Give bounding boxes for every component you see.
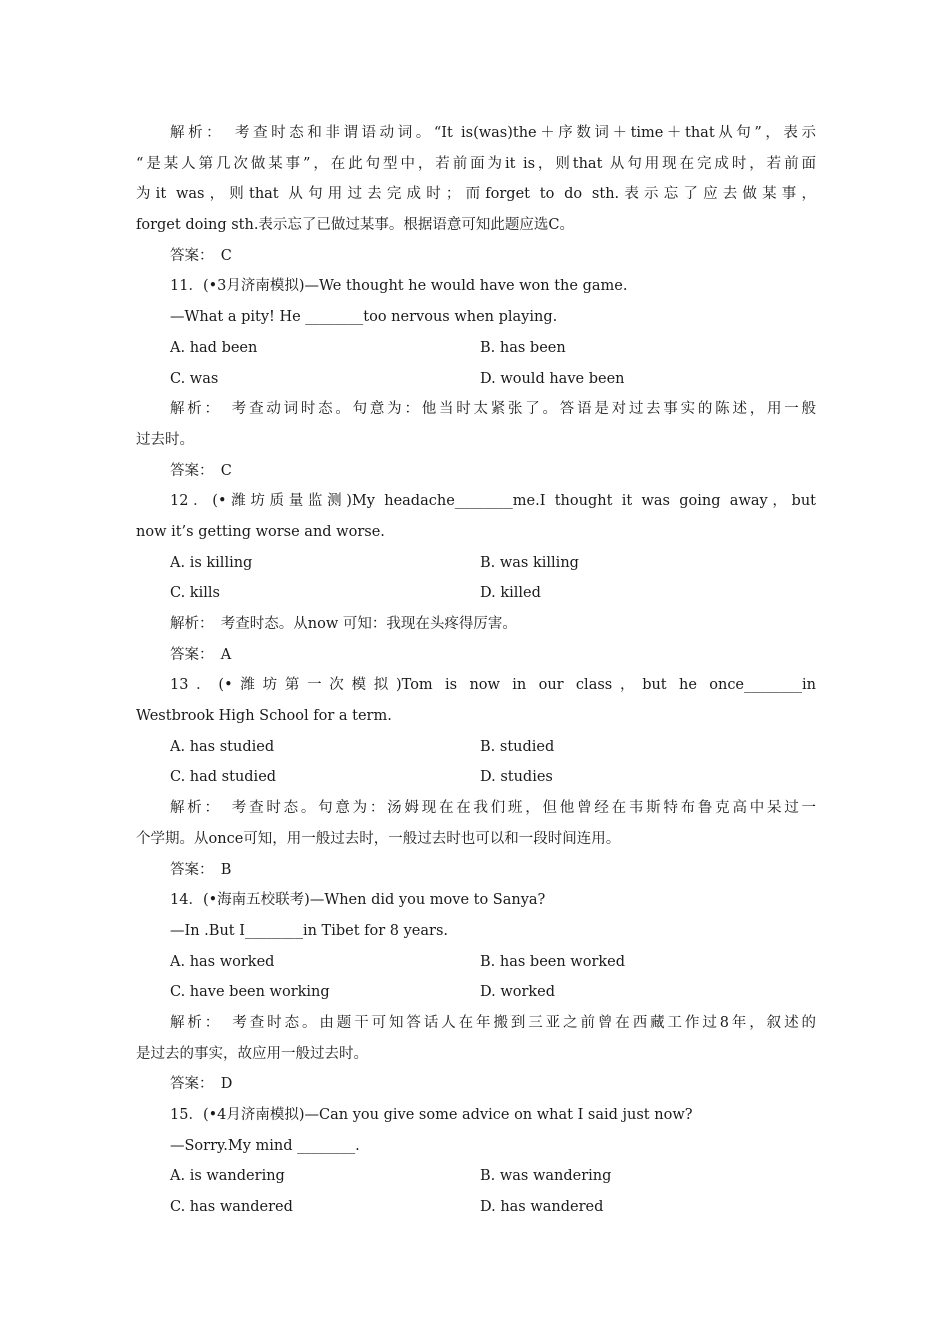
- q13-analysis-line-1: 解析： 考查时态。句意为：汤姆现在在我们班，但他曾经在韦斯特布鲁克高中呆过一: [170, 800, 816, 817]
- document-page: [136, 118, 816, 1223]
- q11-stem-line-2: —What a pity! He ________too nervous when playing.: [170, 309, 558, 326]
- q10-analysis-line-4: forget doing sth.表示忘了已做过某事。根据语意可知此题应选C。: [136, 217, 575, 234]
- q12-options-row-1: [136, 548, 816, 579]
- q15-options-row-1: [136, 1161, 816, 1192]
- q13-option-a: A. has studied: [170, 738, 275, 755]
- q11-options-row-1: [136, 333, 816, 364]
- q12-option-b: B. was killing: [480, 554, 579, 571]
- q11-option-c: C. was: [170, 370, 219, 387]
- q15-option-b: B. was wandering: [480, 1168, 612, 1185]
- q13-option-c: C. had studied: [170, 769, 277, 786]
- q13-stem-line-1: 13．(•潍坊第一次模拟)Tom is now in our class，but he once________in: [170, 677, 816, 694]
- q14-option-b: B. has been worked: [480, 953, 626, 970]
- q11-answer: 答案： C: [170, 462, 232, 479]
- q14-option-a: A. has worked: [170, 953, 275, 970]
- q11-analysis-line-2: 过去时。: [136, 431, 194, 448]
- q13-options-row-1: [136, 732, 816, 763]
- q15-option-c: C. has wandered: [170, 1199, 293, 1216]
- q15-option-a: A. is wandering: [170, 1168, 285, 1185]
- q14-answer: 答案： D: [170, 1076, 233, 1093]
- q13-answer: 答案： B: [170, 861, 232, 878]
- q13-option-b: B. studied: [480, 738, 555, 755]
- q15-stem-line-1: 15．(•4月济南模拟)—Can you give some advice on what I said just now?: [170, 1107, 693, 1123]
- q10-analysis-line-1: 解析： 考查时态和非谓语动词。“It is(was)the＋序数词＋time＋that从句”，表示: [170, 125, 816, 141]
- q14-analysis-line-2: 是过去的事实，故应用一般过去时。: [136, 1045, 368, 1062]
- q12-options-row-2: [136, 578, 816, 609]
- q12-option-c: C. kills: [170, 585, 220, 602]
- q12-option-a: A. is killing: [170, 554, 253, 571]
- q14-stem-line-2: —In .But I________in Tibet for 8 years.: [170, 922, 449, 939]
- q14-option-c: C. have been working: [170, 984, 330, 1001]
- q12-answer: 答案： A: [170, 646, 232, 663]
- q11-options-row-2: [136, 364, 816, 395]
- q13-option-d: D. studies: [480, 769, 553, 786]
- q11-option-a: A. had been: [170, 339, 258, 356]
- q13-options-row-2: [136, 762, 816, 793]
- q14-options-row-2: [136, 977, 816, 1008]
- q12-analysis-line-1: 解析： 考查时态。从now 可知：我现在头疼得厉害。: [170, 616, 517, 632]
- q10-analysis-line-2: “是某人第几次做某事”，在此句型中，若前面为it is，则that 从句用现在完成时，若前面: [136, 155, 816, 172]
- q10-answer: 答案： C: [170, 247, 232, 264]
- q12-stem-line-2: now it’s getting worse and worse.: [136, 523, 385, 540]
- q11-option-b: B. has been: [480, 339, 566, 356]
- q14-stem-line-1: 14．(•海南五校联考)—When did you move to Sanya?: [170, 892, 546, 909]
- q14-options-row-1: [136, 947, 816, 978]
- q13-stem-line-2: Westbrook High School for a term.: [136, 708, 392, 725]
- q15-option-d: D. has wandered: [480, 1199, 604, 1216]
- q10-analysis-line-3: 为it was，则that 从句用过去完成时；而forget to do sth.表示忘了应去做某事，: [136, 186, 816, 203]
- q13-analysis-line-2: 个学期。从once可知，用一般过去时，一般过去时也可以和一段时间连用。: [136, 830, 621, 847]
- q15-options-row-2: [136, 1192, 816, 1223]
- q11-option-d: D. would have been: [480, 370, 625, 387]
- q14-option-d: D. worked: [480, 984, 556, 1001]
- q11-stem-line-1: 11．(•3月济南模拟)—We thought he would have won the game.: [170, 278, 628, 295]
- q14-analysis-line-1: 解析： 考查时态。由题干可知答话人在年搬到三亚之前曾在西藏工作过8年，叙述的: [170, 1014, 816, 1031]
- q12-stem-line-1: 12．(•潍坊质量监测)My headache________me.I thought it was going away，but: [170, 493, 816, 510]
- q11-analysis-line-1: 解析： 考查动词时态。句意为：他当时太紧张了。答语是对过去事实的陈述，用一般: [170, 401, 816, 418]
- q12-option-d: D. killed: [480, 585, 541, 602]
- q15-stem-line-2: —Sorry.My mind ________.: [170, 1137, 360, 1154]
